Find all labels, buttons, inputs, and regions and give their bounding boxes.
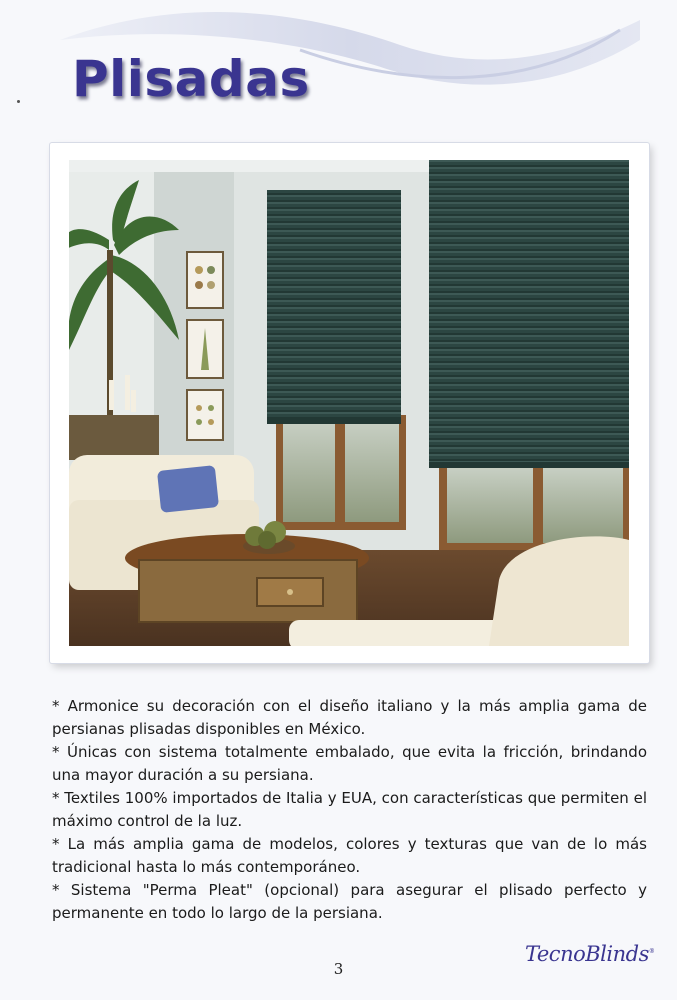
photo-frame [50, 143, 649, 663]
brand-name: TecnoBlinds [525, 942, 649, 966]
feature-item: * La más amplia gama de modelos, colores y texturas que van de lo más tradicional hasta lo más contemporáneo. [52, 835, 647, 876]
living-room-illustration [69, 160, 629, 646]
feature-list [52, 695, 647, 925]
feature-item: * Únicas con sistema totalmente embalado, que evita la fricción, brindando una mayor duración a su persiana. [52, 743, 647, 784]
page-title: Plisadas [72, 50, 310, 108]
registered-mark: ® [648, 948, 655, 955]
page-number: 3 [333, 960, 344, 978]
scan-dot [17, 100, 20, 103]
living-room-photo [69, 160, 629, 646]
feature-item: * Sistema "Perma Pleat" (opcional) para asegurar el plisado perfecto y permanente en todo lo largo de la persiana. [52, 881, 647, 922]
feature-item: * Textiles 100% importados de Italia y EUA, con características que permiten el máximo control de la luz. [52, 789, 647, 830]
feature-item: * Armonice su decoración con el diseño italiano y la más amplia gama de persianas plisadas disponibles en México. [52, 697, 647, 738]
